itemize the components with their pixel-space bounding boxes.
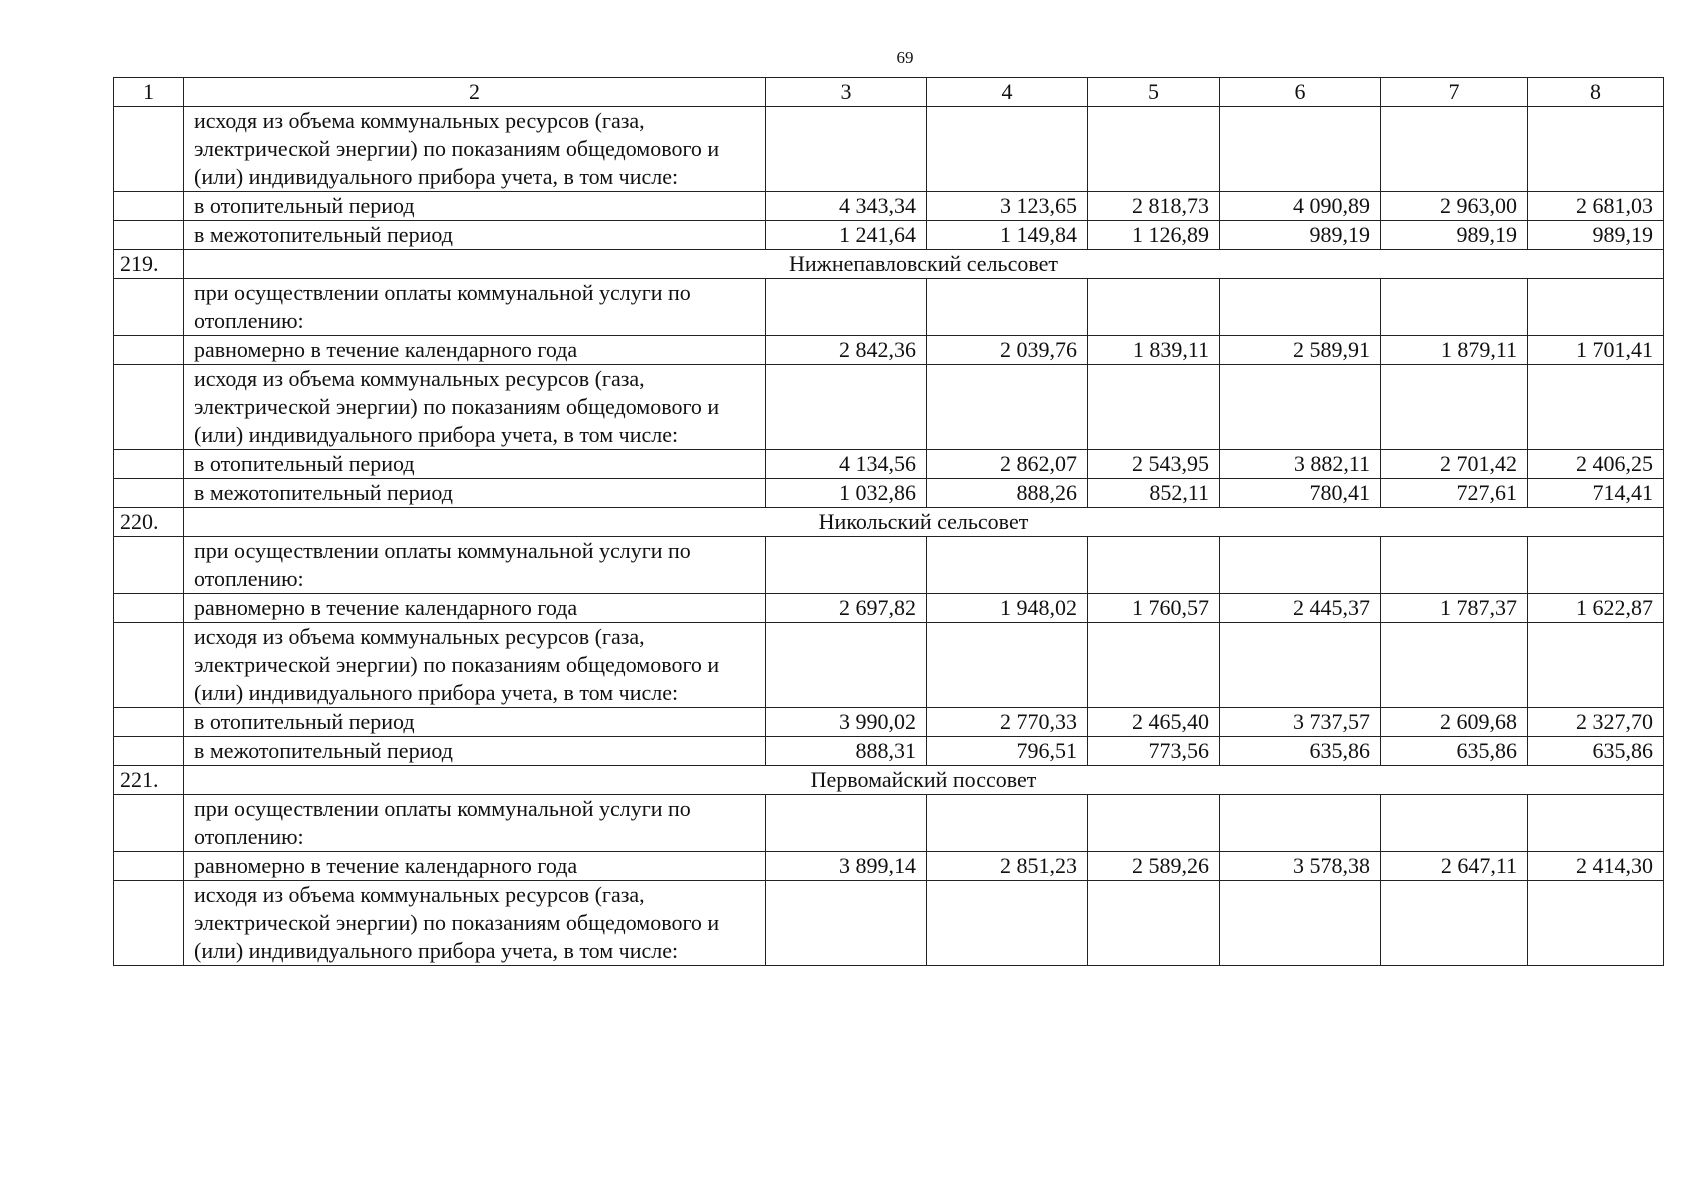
row-index (114, 336, 184, 365)
value-cell: 4 343,34 (766, 192, 927, 221)
value-cell (766, 881, 927, 966)
table-row (114, 479, 1664, 508)
tariff-table (113, 77, 1664, 966)
row-index (114, 479, 184, 508)
value-cell (1381, 537, 1528, 594)
row-index (114, 881, 184, 966)
value-cell: 4 090,89 (1220, 192, 1381, 221)
table-row (114, 708, 1664, 737)
section-row (114, 766, 1664, 795)
value-cell: 989,19 (1381, 221, 1528, 250)
value-cell (1220, 795, 1381, 852)
value-cell (1088, 365, 1220, 450)
value-cell (1381, 795, 1528, 852)
value-cell: 2 851,23 (927, 852, 1088, 881)
row-index (114, 537, 184, 594)
row-label: равномерно в течение календарного года (184, 852, 766, 881)
value-cell (1528, 795, 1664, 852)
row-label: исходя из объема коммунальных ресурсов (газа, электрической энергии) по показаниям общедомового и (или) индивидуального прибора учета, в том числе: (184, 623, 766, 708)
row-index (114, 365, 184, 450)
value-cell: 1 701,41 (1528, 336, 1664, 365)
section-title: Нижнепавловский сельсовет (184, 250, 1664, 279)
header-cell: 6 (1220, 78, 1381, 107)
value-cell (927, 795, 1088, 852)
value-cell (1381, 107, 1528, 192)
value-cell: 888,26 (927, 479, 1088, 508)
value-cell (1528, 537, 1664, 594)
value-cell: 3 737,57 (1220, 708, 1381, 737)
row-index: 221. (114, 766, 184, 795)
row-index (114, 221, 184, 250)
value-cell: 2 862,07 (927, 450, 1088, 479)
value-cell: 1 241,64 (766, 221, 927, 250)
value-cell: 2 589,26 (1088, 852, 1220, 881)
section-row (114, 250, 1664, 279)
row-index (114, 708, 184, 737)
value-cell (1088, 279, 1220, 336)
value-cell (1528, 279, 1664, 336)
value-cell: 3 123,65 (927, 192, 1088, 221)
value-cell: 2 818,73 (1088, 192, 1220, 221)
value-cell: 4 134,56 (766, 450, 927, 479)
value-cell (766, 279, 927, 336)
row-label: исходя из объема коммунальных ресурсов (газа, электрической энергии) по показаниям общедомового и (или) индивидуального прибора учета, в том числе: (184, 881, 766, 966)
row-index (114, 852, 184, 881)
value-cell (1088, 107, 1220, 192)
value-cell: 635,86 (1528, 737, 1664, 766)
value-cell: 3 578,38 (1220, 852, 1381, 881)
value-cell (1381, 279, 1528, 336)
value-cell: 2 681,03 (1528, 192, 1664, 221)
value-cell: 1 948,02 (927, 594, 1088, 623)
section-title: Первомайский поссовет (184, 766, 1664, 795)
value-cell: 2 414,30 (1528, 852, 1664, 881)
value-cell: 780,41 (1220, 479, 1381, 508)
description-row (114, 795, 1664, 852)
value-cell (1220, 623, 1381, 708)
row-label: при осуществлении оплаты коммунальной услуги по отоплению: (184, 795, 766, 852)
value-cell: 1 760,57 (1088, 594, 1220, 623)
table-row (114, 450, 1664, 479)
value-cell (1528, 623, 1664, 708)
row-index: 220. (114, 508, 184, 537)
table-row (114, 594, 1664, 623)
row-label: в межотопительный период (184, 737, 766, 766)
row-label: в отопительный период (184, 708, 766, 737)
table-header-row (114, 78, 1664, 107)
value-cell (1528, 107, 1664, 192)
value-cell: 2 697,82 (766, 594, 927, 623)
value-cell: 1 149,84 (927, 221, 1088, 250)
row-label: в межотопительный период (184, 479, 766, 508)
value-cell: 2 039,76 (927, 336, 1088, 365)
description-row (114, 623, 1664, 708)
value-cell (927, 365, 1088, 450)
value-cell: 2 701,42 (1381, 450, 1528, 479)
row-index (114, 623, 184, 708)
description-row (114, 881, 1664, 966)
value-cell: 635,86 (1220, 737, 1381, 766)
value-cell: 2 406,25 (1528, 450, 1664, 479)
value-cell (1220, 365, 1381, 450)
row-index (114, 594, 184, 623)
header-cell: 1 (114, 78, 184, 107)
value-cell: 727,61 (1381, 479, 1528, 508)
header-cell: 2 (184, 78, 766, 107)
value-cell: 1 126,89 (1088, 221, 1220, 250)
value-cell (1381, 365, 1528, 450)
value-cell: 2 770,33 (927, 708, 1088, 737)
value-cell: 1 622,87 (1528, 594, 1664, 623)
value-cell (1088, 795, 1220, 852)
row-label: равномерно в течение календарного года (184, 594, 766, 623)
value-cell: 1 787,37 (1381, 594, 1528, 623)
row-label: в отопительный период (184, 450, 766, 479)
header-cell: 8 (1528, 78, 1664, 107)
row-index (114, 107, 184, 192)
value-cell (1528, 881, 1664, 966)
value-cell: 3 990,02 (766, 708, 927, 737)
description-row (114, 537, 1664, 594)
section-row (114, 508, 1664, 537)
header-cell: 3 (766, 78, 927, 107)
value-cell (927, 279, 1088, 336)
value-cell (766, 623, 927, 708)
row-label: исходя из объема коммунальных ресурсов (газа, электрической энергии) по показаниям общедомового и (или) индивидуального прибора учета, в том числе: (184, 107, 766, 192)
value-cell: 2 963,00 (1381, 192, 1528, 221)
row-label: в отопительный период (184, 192, 766, 221)
value-cell: 2 543,95 (1088, 450, 1220, 479)
value-cell: 2 609,68 (1381, 708, 1528, 737)
value-cell (1220, 537, 1381, 594)
row-label: при осуществлении оплаты коммунальной услуги по отоплению: (184, 537, 766, 594)
row-index (114, 279, 184, 336)
value-cell (766, 795, 927, 852)
table-row (114, 192, 1664, 221)
value-cell (1381, 881, 1528, 966)
table-row (114, 737, 1664, 766)
value-cell (927, 537, 1088, 594)
value-cell: 852,11 (1088, 479, 1220, 508)
value-cell: 1 879,11 (1381, 336, 1528, 365)
table-row (114, 852, 1664, 881)
table-row (114, 336, 1664, 365)
description-row (114, 107, 1664, 192)
value-cell (1220, 107, 1381, 192)
value-cell: 1 839,11 (1088, 336, 1220, 365)
header-cell: 7 (1381, 78, 1528, 107)
table-row (114, 221, 1664, 250)
value-cell (927, 881, 1088, 966)
value-cell: 2 445,37 (1220, 594, 1381, 623)
description-row (114, 279, 1664, 336)
value-cell: 3 882,11 (1220, 450, 1381, 479)
value-cell: 989,19 (1220, 221, 1381, 250)
value-cell: 888,31 (766, 737, 927, 766)
row-label: в межотопительный период (184, 221, 766, 250)
header-cell: 4 (927, 78, 1088, 107)
value-cell: 2 589,91 (1220, 336, 1381, 365)
value-cell: 3 899,14 (766, 852, 927, 881)
value-cell: 2 327,70 (1528, 708, 1664, 737)
value-cell (927, 623, 1088, 708)
row-index (114, 795, 184, 852)
value-cell: 635,86 (1381, 737, 1528, 766)
value-cell: 773,56 (1088, 737, 1220, 766)
value-cell: 2 842,36 (766, 336, 927, 365)
row-index: 219. (114, 250, 184, 279)
row-index (114, 737, 184, 766)
row-label: при осуществлении оплаты коммунальной услуги по отоплению: (184, 279, 766, 336)
description-row (114, 365, 1664, 450)
value-cell (1220, 881, 1381, 966)
value-cell (1088, 881, 1220, 966)
value-cell (1220, 279, 1381, 336)
row-label: исходя из объема коммунальных ресурсов (газа, электрической энергии) по показаниям общедомового и (или) индивидуального прибора учета, в том числе: (184, 365, 766, 450)
value-cell: 2 647,11 (1381, 852, 1528, 881)
value-cell: 2 465,40 (1088, 708, 1220, 737)
value-cell (766, 365, 927, 450)
value-cell (1381, 623, 1528, 708)
page-number: 69 (896, 48, 914, 67)
value-cell: 989,19 (1528, 221, 1664, 250)
row-index (114, 192, 184, 221)
value-cell: 796,51 (927, 737, 1088, 766)
value-cell: 1 032,86 (766, 479, 927, 508)
value-cell (1088, 537, 1220, 594)
header-cell: 5 (1088, 78, 1220, 107)
value-cell: 714,41 (1528, 479, 1664, 508)
value-cell (766, 107, 927, 192)
value-cell (1088, 623, 1220, 708)
row-label: равномерно в течение календарного года (184, 336, 766, 365)
value-cell (766, 537, 927, 594)
section-title: Никольский сельсовет (184, 508, 1664, 537)
row-index (114, 450, 184, 479)
table-body (114, 78, 1664, 966)
value-cell (1528, 365, 1664, 450)
value-cell (927, 107, 1088, 192)
